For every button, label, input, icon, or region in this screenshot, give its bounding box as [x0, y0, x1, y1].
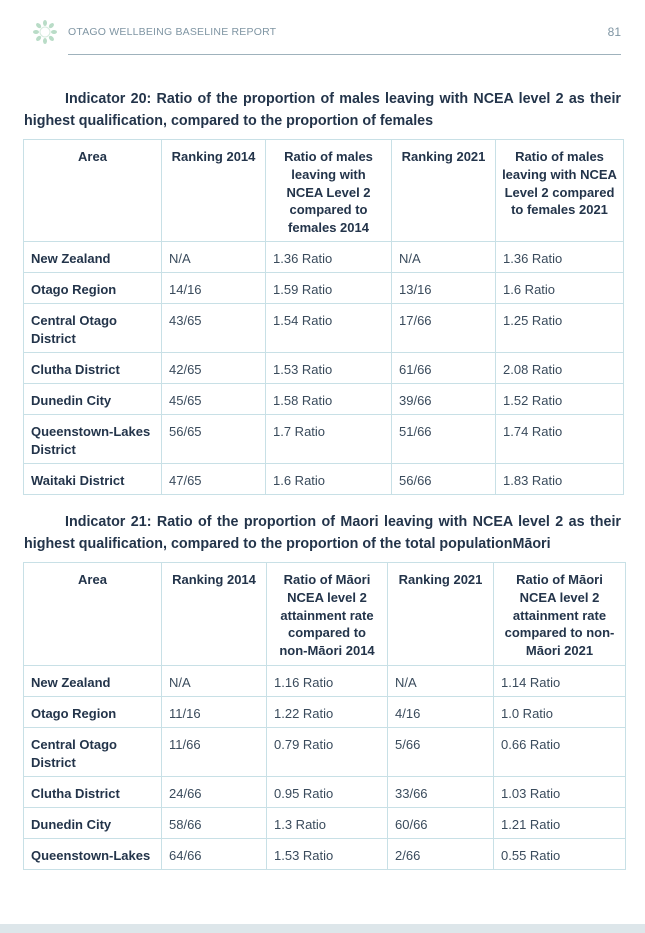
- indicator-20-heading-text: Indicator 20: Ratio of the proportion of males leaving with NCEA level 2 as their highest qualification, compared to the proportion of females: [24, 91, 621, 129]
- table-row: [24, 353, 624, 384]
- area-cell: Central Otago District: [24, 728, 162, 777]
- ratio-2021-cell: 2.08 Ratio: [496, 353, 624, 384]
- ratio-2021-cell: 1.36 Ratio: [496, 242, 624, 273]
- page-header: [0, 0, 645, 56]
- ranking-2021-cell: 39/66: [392, 384, 496, 415]
- report-title: OTAGO WELLBEING BASELINE REPORT: [68, 26, 277, 38]
- ranking-2021-cell: 56/66: [392, 464, 496, 495]
- area-cell: Dunedin City: [24, 384, 162, 415]
- ranking-2014-cell: 43/65: [162, 304, 266, 353]
- table-row: [24, 728, 626, 777]
- ranking-2014-cell: 47/65: [162, 464, 266, 495]
- area-cell: Clutha District: [24, 777, 162, 808]
- area-cell: Central Otago District: [24, 304, 162, 353]
- area-cell: Queenstown-Lakes District: [24, 415, 162, 464]
- column-header: Ranking 2021: [388, 563, 494, 666]
- column-header: Ranking 2014: [162, 563, 267, 666]
- ranking-2021-cell: 33/66: [388, 777, 494, 808]
- indicator-20-table: [23, 139, 624, 495]
- ranking-2021-cell: 61/66: [392, 353, 496, 384]
- column-header: Area: [24, 140, 162, 242]
- ratio-2014-cell: 1.53 Ratio: [267, 839, 388, 870]
- area-cell: Queenstown-Lakes: [24, 839, 162, 870]
- ranking-2021-cell: 60/66: [388, 808, 494, 839]
- table-row: [24, 384, 624, 415]
- ratio-2014-cell: 1.58 Ratio: [266, 384, 392, 415]
- ratio-2021-cell: 1.14 Ratio: [494, 666, 626, 697]
- area-cell: Otago Region: [24, 273, 162, 304]
- table-header-row: [24, 140, 624, 242]
- ratio-2021-cell: 1.0 Ratio: [494, 697, 626, 728]
- area-cell: Clutha District: [24, 353, 162, 384]
- table-row: [24, 464, 624, 495]
- ranking-2021-cell: N/A: [388, 666, 494, 697]
- ratio-2014-cell: 1.6 Ratio: [266, 464, 392, 495]
- ratio-2021-cell: 1.6 Ratio: [496, 273, 624, 304]
- ratio-2014-cell: 1.54 Ratio: [266, 304, 392, 353]
- area-cell: Dunedin City: [24, 808, 162, 839]
- indicator-21-heading: [24, 512, 621, 555]
- ranking-2014-cell: 58/66: [162, 808, 267, 839]
- ratio-2014-cell: 0.79 Ratio: [267, 728, 388, 777]
- ratio-2021-cell: 0.55 Ratio: [494, 839, 626, 870]
- ranking-2014-cell: N/A: [162, 666, 267, 697]
- ranking-2021-cell: 51/66: [392, 415, 496, 464]
- ratio-2014-cell: 1.22 Ratio: [267, 697, 388, 728]
- footer-bar: [0, 924, 645, 933]
- column-header: Ranking 2021: [392, 140, 496, 242]
- ranking-2014-cell: 24/66: [162, 777, 267, 808]
- column-header: Ratio of Māori NCEA level 2 attainment rate compared to non-Māori 2014: [267, 563, 388, 666]
- column-header: Ratio of Māori NCEA level 2 attainment rate compared to non-Māori 2021: [494, 563, 626, 666]
- ratio-2021-cell: 1.74 Ratio: [496, 415, 624, 464]
- ratio-2014-cell: 1.3 Ratio: [267, 808, 388, 839]
- ratio-2014-cell: 1.16 Ratio: [267, 666, 388, 697]
- table-row: [24, 666, 626, 697]
- indicator-21-heading-text: Indicator 21: Ratio of the proportion of Maori leaving with NCEA level 2 as their highest qualification, compared to the proportion of the total populationMāori: [24, 514, 621, 552]
- header-divider: [68, 54, 621, 55]
- ranking-2014-cell: 64/66: [162, 839, 267, 870]
- ranking-2014-cell: 14/16: [162, 273, 266, 304]
- table-row: [24, 304, 624, 353]
- column-header: Ratio of males leaving with NCEA Level 2 compared to females 2021: [496, 140, 624, 242]
- table-row: [24, 242, 624, 273]
- ratio-2014-cell: 1.53 Ratio: [266, 353, 392, 384]
- area-cell: Waitaki District: [24, 464, 162, 495]
- ratio-2014-cell: 0.95 Ratio: [267, 777, 388, 808]
- indicator-20-heading: [24, 89, 621, 132]
- ranking-2021-cell: 13/16: [392, 273, 496, 304]
- ranking-2021-cell: 4/16: [388, 697, 494, 728]
- ranking-2021-cell: 5/66: [388, 728, 494, 777]
- ratio-2021-cell: 1.03 Ratio: [494, 777, 626, 808]
- column-header: Ratio of males leaving with NCEA Level 2 compared to females 2014: [266, 140, 392, 242]
- leaf-wreath-icon: [33, 20, 57, 44]
- page-number: 81: [607, 25, 621, 39]
- area-cell: Otago Region: [24, 697, 162, 728]
- table-header-row: [24, 563, 626, 666]
- indicator-21-table: [23, 562, 626, 870]
- ratio-2021-cell: 1.25 Ratio: [496, 304, 624, 353]
- table-row: [24, 839, 626, 870]
- ratio-2014-cell: 1.36 Ratio: [266, 242, 392, 273]
- ranking-2014-cell: N/A: [162, 242, 266, 273]
- table-row: [24, 415, 624, 464]
- ranking-2021-cell: N/A: [392, 242, 496, 273]
- ranking-2014-cell: 45/65: [162, 384, 266, 415]
- ranking-2014-cell: 42/65: [162, 353, 266, 384]
- ratio-2021-cell: 1.21 Ratio: [494, 808, 626, 839]
- ratio-2021-cell: 0.66 Ratio: [494, 728, 626, 777]
- ratio-2014-cell: 1.59 Ratio: [266, 273, 392, 304]
- ranking-2014-cell: 11/16: [162, 697, 267, 728]
- ratio-2014-cell: 1.7 Ratio: [266, 415, 392, 464]
- column-header: Area: [24, 563, 162, 666]
- area-cell: New Zealand: [24, 242, 162, 273]
- ranking-2021-cell: 17/66: [392, 304, 496, 353]
- ranking-2014-cell: 56/65: [162, 415, 266, 464]
- ranking-2021-cell: 2/66: [388, 839, 494, 870]
- table-row: [24, 777, 626, 808]
- table-row: [24, 697, 626, 728]
- table-row: [24, 808, 626, 839]
- ratio-2021-cell: 1.52 Ratio: [496, 384, 624, 415]
- ratio-2021-cell: 1.83 Ratio: [496, 464, 624, 495]
- column-header: Ranking 2014: [162, 140, 266, 242]
- area-cell: New Zealand: [24, 666, 162, 697]
- table-row: [24, 273, 624, 304]
- ranking-2014-cell: 11/66: [162, 728, 267, 777]
